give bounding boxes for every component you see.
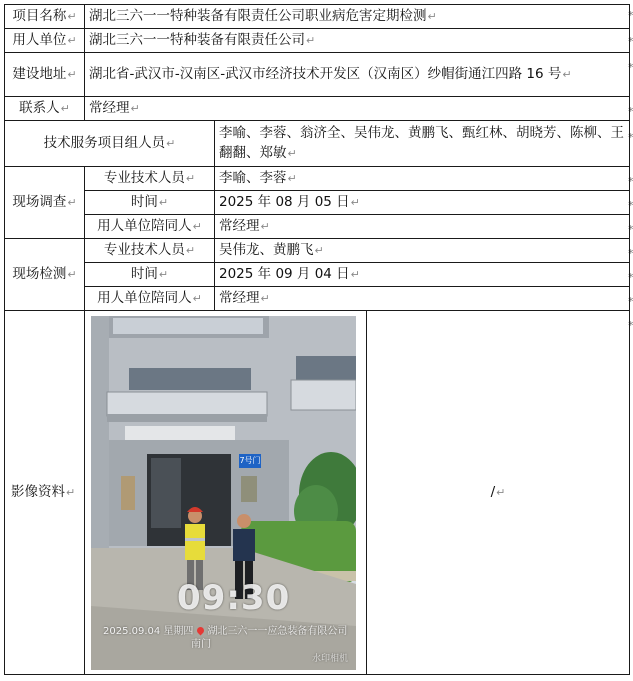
image-data-label: 影像资料↵	[5, 311, 85, 675]
testing-time-value: 2025 年 09 月 04 日↵	[215, 263, 630, 287]
contact-person-label: 联系人↵	[5, 97, 85, 121]
location-pin-icon	[196, 625, 206, 635]
image-right-cell: /↵	[367, 311, 630, 675]
top-railing	[113, 318, 263, 334]
photo-timestamp: 09:30	[177, 577, 291, 618]
testing-technicians-label: 专业技术人员↵	[85, 239, 215, 263]
side-mark: *	[628, 247, 633, 260]
investigation-escort-value: 常经理↵	[215, 215, 630, 239]
photo-location-name: 湖北三六一一应急装备有限公司	[207, 625, 348, 637]
project-name-value: 湖北三六一一特种装备有限责任公司职业病危害定期检测↵	[85, 5, 630, 29]
side-mark: *	[628, 271, 633, 284]
investigation-technicians-value: 李喻、李蓉↵	[215, 167, 630, 191]
side-mark: *	[628, 319, 633, 332]
person-right-shirt	[233, 529, 255, 561]
row-testing-escort	[5, 287, 630, 311]
project-info-table	[4, 4, 630, 675]
balcony-railing	[107, 392, 267, 416]
side-mark: *	[628, 61, 633, 74]
site-testing-label: 现场检测↵	[5, 239, 85, 311]
testing-time-label: 时间↵	[85, 263, 215, 287]
entrance-canopy	[125, 426, 235, 440]
wall-plaque	[121, 476, 135, 510]
investigation-escort-label: 用人单位陪同人↵	[85, 215, 215, 239]
testing-escort-value: 常经理↵	[215, 287, 630, 311]
testing-escort-label: 用人单位陪同人↵	[85, 287, 215, 311]
photo-cell	[85, 311, 367, 675]
construction-address-label: 建设地址↵	[5, 53, 85, 97]
site-photo	[91, 316, 356, 670]
watermark-camera-brand: 水印相机	[311, 653, 348, 664]
client-unit-label: 用人单位↵	[5, 29, 85, 53]
left-column	[91, 316, 109, 548]
row-construction-address	[5, 53, 630, 97]
side-mark: *	[628, 105, 633, 118]
wall-plaque-right	[241, 476, 257, 502]
door-sign: 7号门	[239, 454, 261, 468]
safety-vest	[185, 524, 205, 560]
balcony-railing-right	[291, 380, 356, 410]
construction-address-value: 湖北省-武汉市-汉南区-武汉市经济技术开发区（汉南区）纱帽街通江四路 16 号↵	[85, 53, 630, 97]
row-investigation-escort	[5, 215, 630, 239]
side-mark: *	[628, 131, 633, 144]
row-client-unit	[5, 29, 630, 53]
testing-technicians-value: 吴伟龙、黄鹏飞↵	[215, 239, 630, 263]
team-members-value: 李喻、李蓉、翁济全、吴伟龙、黄鹏飞、甄红林、胡晓芳、陈柳、王翻翻、郑敏↵	[215, 121, 630, 167]
investigation-time-label: 时间↵	[85, 191, 215, 215]
upper-window-right	[296, 356, 356, 380]
doorway-inner	[151, 458, 181, 528]
row-investigation-technicians	[5, 167, 630, 191]
side-mark: *	[628, 199, 633, 212]
row-image-data	[5, 311, 630, 675]
investigation-technicians-label: 专业技术人员↵	[85, 167, 215, 191]
site-investigation-label: 现场调查↵	[5, 167, 85, 239]
row-contact-person	[5, 97, 630, 121]
project-name-label: 项目名称↵	[5, 5, 85, 29]
photo-location-gate: 南门	[191, 638, 211, 650]
side-mark: *	[628, 223, 633, 236]
row-testing-technicians	[5, 239, 630, 263]
side-mark: *	[628, 175, 633, 188]
side-mark: *	[628, 9, 633, 22]
team-members-label: 技术服务项目组人员↵	[5, 121, 215, 167]
contact-person-value: 常经理↵	[85, 97, 630, 121]
balcony-slab	[107, 414, 267, 422]
side-mark: *	[628, 295, 633, 308]
row-project-name	[5, 5, 630, 29]
photo-date: 2025.09.04 星期四	[103, 625, 194, 637]
investigation-time-value: 2025 年 08 月 05 日↵	[215, 191, 630, 215]
row-testing-time	[5, 263, 630, 287]
row-investigation-time	[5, 191, 630, 215]
row-team-members	[5, 121, 630, 167]
client-unit-value: 湖北三六一一特种装备有限责任公司↵	[85, 29, 630, 53]
upper-window	[129, 368, 251, 390]
person-right-head	[237, 514, 251, 528]
photo-date-location	[103, 626, 347, 638]
side-mark: *	[628, 35, 633, 48]
vest-stripe	[185, 538, 205, 541]
